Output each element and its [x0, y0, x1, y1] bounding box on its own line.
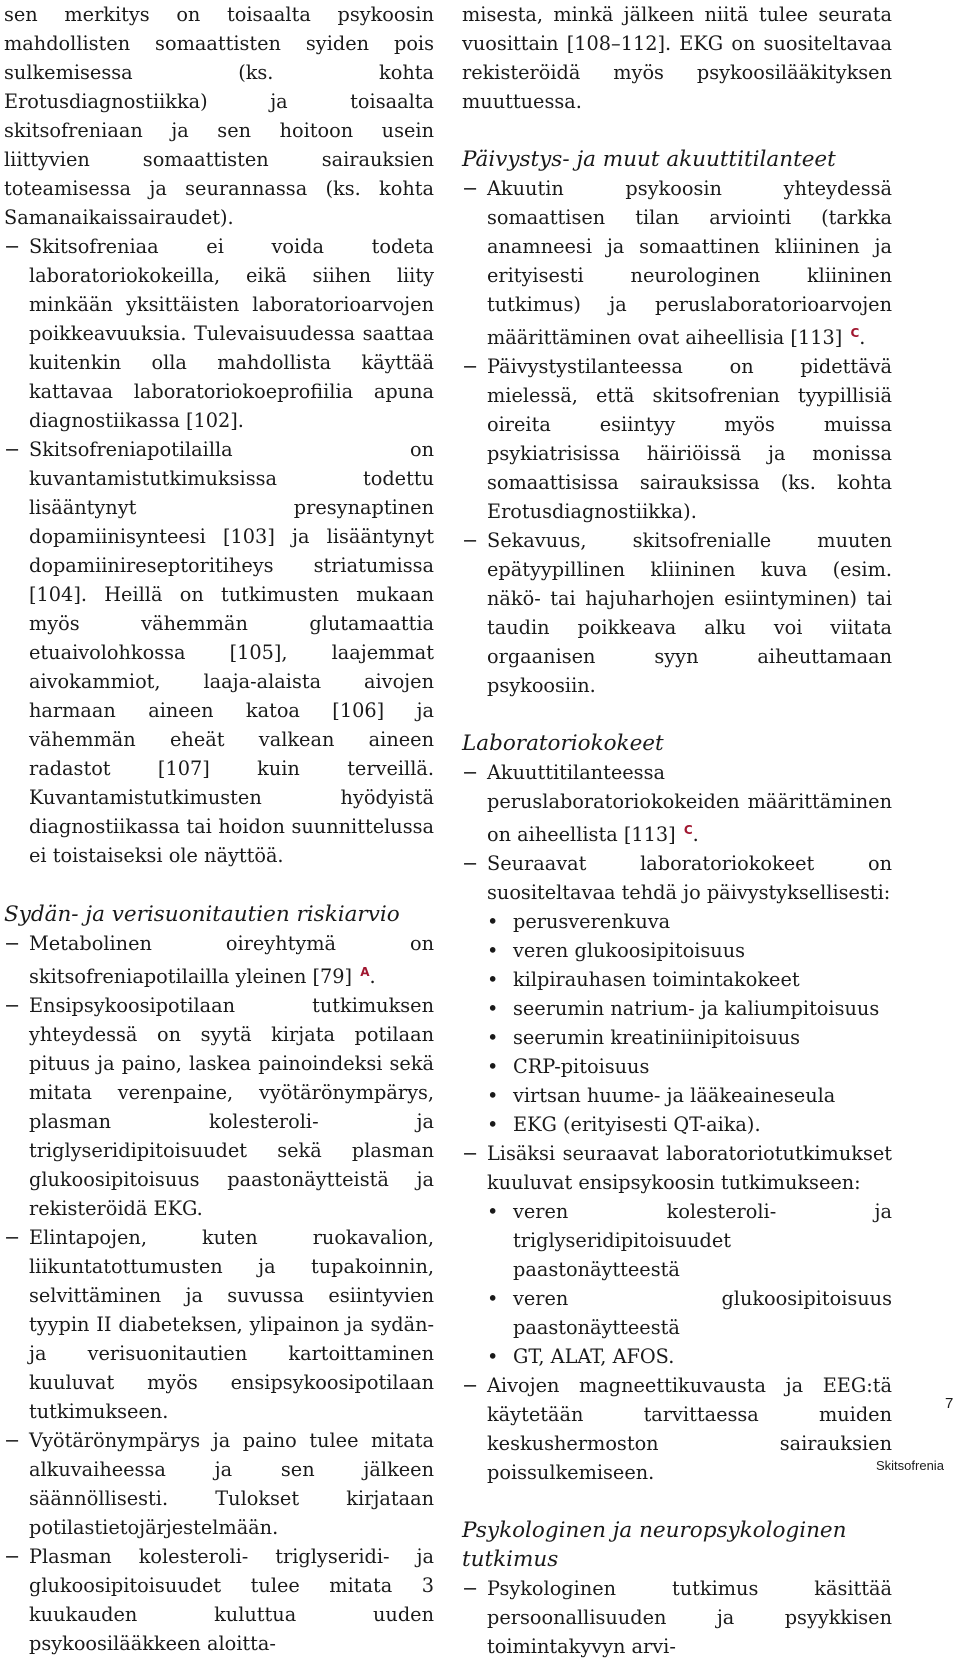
list-item: − Plasman kolesteroli- triglyseridi- ja glukoosipitoisuudet tulee mitata 3 kuukauden kuluttua uuden psykoosilääkkeen aloitta- — [4, 1542, 434, 1658]
spacer — [4, 870, 434, 900]
bullet-item: • perusverenkuva — [462, 907, 892, 936]
laboratory-list — [462, 758, 892, 1487]
list-item: − Sekavuus, skitsofrenialle muuten epätyypillinen kliininen kuva (esim. näkö- tai hajuharhojen esiintyminen) tai taudin poikkeava alku voi viitata orgaanisen syyn aiheuttamaan psykoosiin. — [462, 526, 892, 700]
section-heading-cardiovascular: Sydän- ja verisuonitautien riskiarvio — [4, 902, 400, 927]
list-item: − Skitsofreniapotilailla on kuvantamistutkimuksissa todettu lisääntynyt presynaptinen dopamiinisynteesi [103] ja lisääntynyt dopamiinireseptoritiheys striatumissa [104]. Heillä on tutkimusten mukaan myös vähemmän glutamaattia etuaivolohkossa [105], laajemmat aivokammiot, laaja-alaista aivojen harmaan aineen katoa [106] ja vähemmän eheät valkean aineen radastot [107] kuin terveillä. Kuvantamistutkimusten hyödyistä diagnostiikassa tai hoidon suunnittelussa ei toistaiseksi ole näyttöä. — [4, 435, 434, 870]
section-heading-laboratory: Laboratoriokokeet — [462, 731, 664, 756]
bullet-item: • seerumin natrium- ja kaliumpitoisuus — [462, 994, 892, 1023]
left-column — [4, 0, 434, 1658]
bullet-item: • GT, ALAT, AFOS. — [462, 1342, 892, 1371]
bullet-item: • virtsan huume- ja lääkeaineseula — [462, 1081, 892, 1110]
list-item: − Akuutin psykoosin yhteydessä somaattisen tilan arviointi (tarkka anamneesi ja somaattinen kliininen ja erityisesti neurologinen kliininen tutkimus) ja peruslaboratorioarvojen määrittäminen ovat aiheellisia [113] $^C$. — [462, 174, 892, 352]
left-intro-paragraph: sen merkitys on toisaalta psykoosin mahdollisten somaattisten syiden pois sulkemisessa (ks. kohta Erotusdiagnostiikka) ja toisaalta skitsofreniaan ja sen hoitoon usein liittyvien somaattisten sairauksien toteamisessa ja seurannassa (ks. kohta Samanaikaissairaudet). — [4, 3, 434, 229]
right-intro-paragraph: misesta, minkä jälkeen niitä tulee seurata vuosittain [108–112]. EKG on suositeltavaa rekisteröidä myös psykoosilääkityksen muuttuessa. — [462, 3, 892, 113]
bullet-item: • veren kolesteroli- ja triglyseridipitoisuudet paastonäytteestä — [462, 1197, 892, 1284]
spacer — [462, 1487, 892, 1516]
left-dash-list — [4, 232, 434, 870]
list-item: − Psykologinen tutkimus käsittää persoonallisuuden ja psyykkisen toimintakyvyn arvi- — [462, 1574, 892, 1661]
evidence-grade-badge: C — [683, 823, 693, 837]
list-item: − Elintapojen, kuten ruokavalion, liikuntatottumusten ja tupakoinnin, selvittäminen ja suvussa esiintyvien tyypin II diabeteksen, ylipainon ja sydän- ja verisuonitautien kartoittaminen kuuluvat myös ensipsykoosipotilaan tutkimukseen. — [4, 1223, 434, 1426]
bullet-item: • CRP-pitoisuus — [462, 1052, 892, 1081]
list-item: − Lisäksi seuraavat laboratoriotutkimukset kuuluvat ensipsykoosin tutkimukseen: • veren kolesteroli- ja triglyseridipitoisuudet paastonäytteestä • veren glukoosipitoisuus paastonäytteestä • GT, ALAT, AFOS. — [462, 1139, 892, 1371]
bullet-list — [462, 907, 892, 1139]
list-item: − Aivojen magneettikuvausta ja EEG:tä käytetään tarvittaessa muiden keskushermoston sairauksien poissulkemiseen. — [462, 1371, 892, 1487]
page-number: 7 — [945, 1395, 954, 1412]
list-item: − Akuuttitilanteessa peruslaboratoriokokeiden määrittäminen on aiheellista [113] $^C$. — [462, 758, 892, 849]
right-column — [462, 0, 892, 1661]
emergency-list — [462, 174, 892, 700]
footer-title: Skitsofrenia — [876, 1458, 944, 1473]
list-item: − Ensipsykoosipotilaan tutkimuksen yhteydessä on syytä kirjata potilaan pituus ja paino, laskea painoindeksi sekä mitata verenpaine, vyötärönympärys, plasman kolesteroli- ja triglyseridipitoisuudet sekä plasman glukoosipitoisuus paastonäytteistä ja rekisteröidä EKG. — [4, 991, 434, 1223]
evidence-grade-badge: C — [850, 326, 860, 340]
list-item: − Metabolinen oireyhtymä on skitsofreniapotilailla yleinen [79] $^A$. — [4, 929, 434, 991]
spacer — [462, 700, 892, 729]
cardiovascular-list — [4, 929, 434, 1658]
list-item: − Vyötärönympärys ja paino tulee mitata alkuvaiheessa ja sen jälkeen säännöllisesti. Tulokset kirjataan potilastietojärjestelmään. — [4, 1426, 434, 1542]
section-heading-psychological: Psykologinen ja neuropsykologinen tutkimus — [462, 1518, 847, 1572]
bullet-item: • seerumin kreatiniinipitoisuus — [462, 1023, 892, 1052]
bullet-list — [462, 1197, 892, 1371]
bullet-item: • EKG (erityisesti QT-aika). — [462, 1110, 892, 1139]
bullet-item: • kilpirauhasen toimintakokeet — [462, 965, 892, 994]
list-item: − Skitsofreniaa ei voida todeta laboratoriokokeilla, eikä siihen liity minkään yksittäisten laboratorioarvojen poikkeavuuksia. Tulevaisuudessa saattaa kuitenkin olla mahdollista käyttää kattavaa laboratoriokoeprofiilia apuna diagnostiikassa [102]. — [4, 232, 434, 435]
bullet-item: • veren glukoosipitoisuus paastonäytteestä — [462, 1284, 892, 1342]
spacer — [462, 116, 892, 145]
evidence-grade-badge: A — [360, 965, 370, 979]
psychological-list — [462, 1574, 892, 1661]
bullet-item: • veren glukoosipitoisuus — [462, 936, 892, 965]
list-item: − Päivystystilanteessa on pidettävä mielessä, että skitsofrenian tyypillisiä oireita esiintyy myös muissa psykiatrisissa häiriöissä ja monissa somaattisissa sairauksissa (ks. kohta Erotusdiagnostiikka). — [462, 352, 892, 526]
section-heading-emergency: Päivystys- ja muut akuuttitilanteet — [462, 147, 836, 172]
list-item: − Seuraavat laboratoriokokeet on suositeltavaa tehdä jo päivystyksellisesti: • perusverenkuva • veren glukoosipitoisuus • kilpirauhasen toimintakokeet • seerumin natrium- ja kaliumpitoisuus • seerumin kreatiniinipitoisuus • CRP-pitoisuus • virtsan huume- ja lääkeaineseula • EKG (erityisesti QT-aika). — [462, 849, 892, 1139]
